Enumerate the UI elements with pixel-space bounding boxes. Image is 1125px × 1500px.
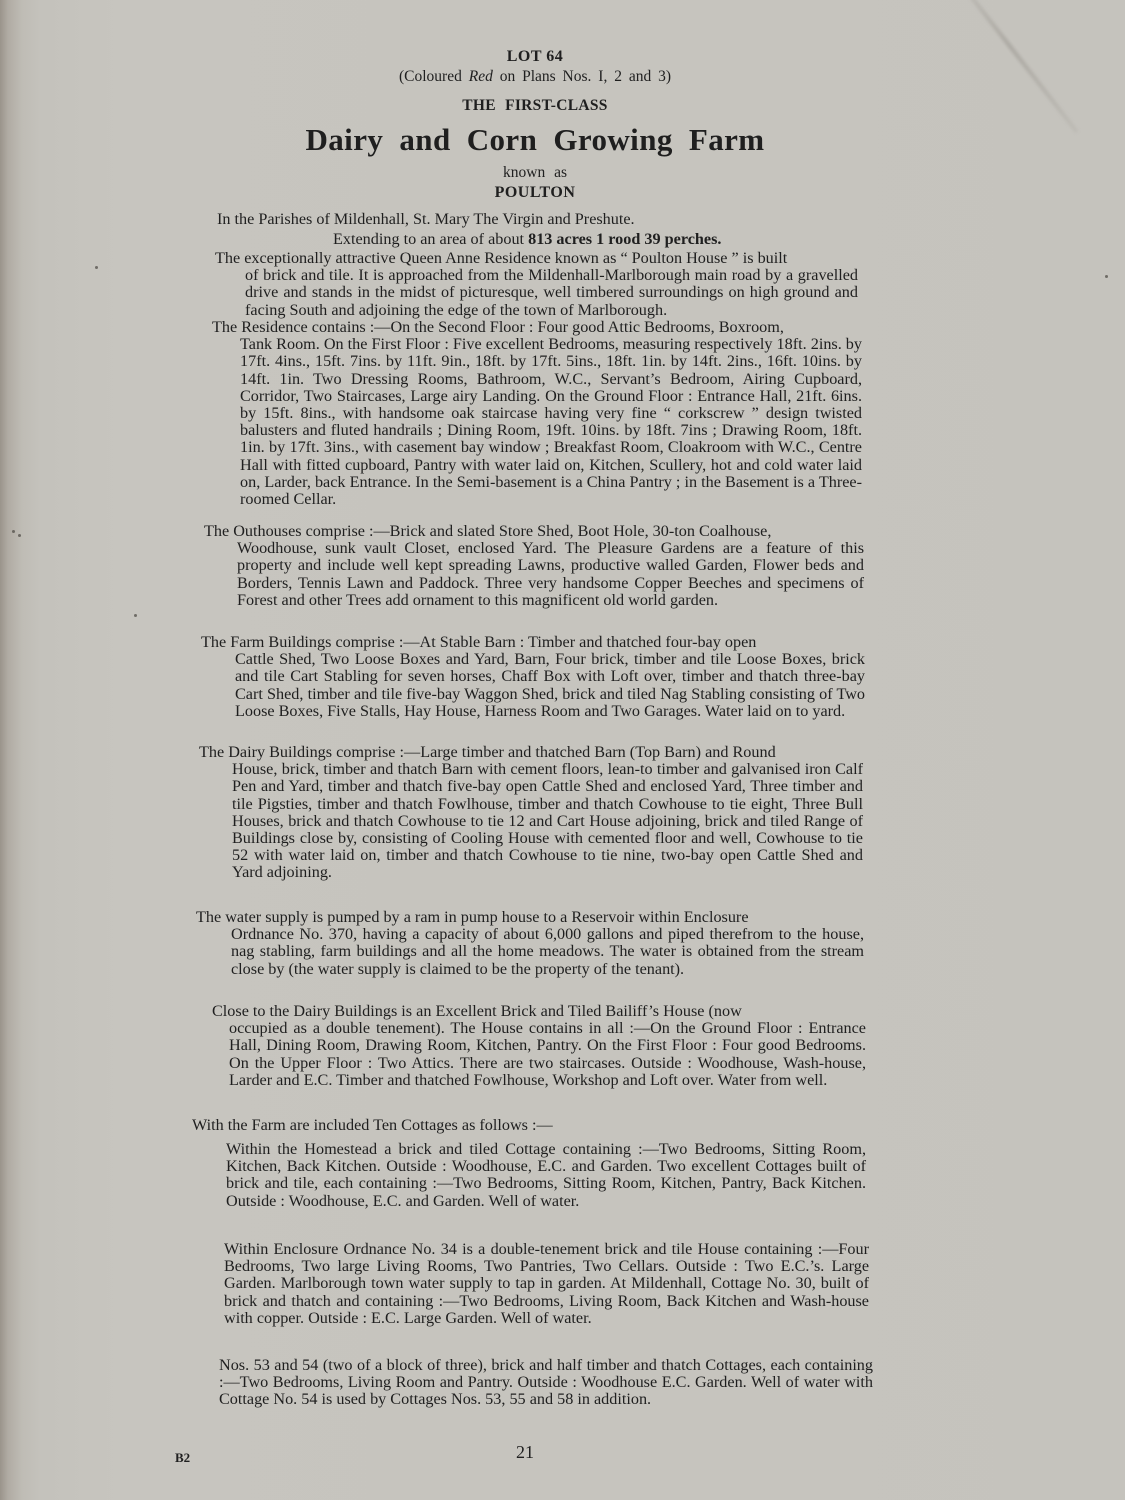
scan-speck [1105,275,1108,278]
scan-speck [12,530,15,533]
parishes-line: In the Parishes of Mildenhall, St. Mary The Virgin and Preshute. [217,210,635,228]
known-as-label: known as [503,164,567,181]
paragraph-outhouses [204,523,864,609]
cottage-description: Nos. 53 and 54 (two of a block of three), brick and half timber and thatch Cottages, each containing :—Two Bedrooms, Living Room and Pantry. Outside : Woodhouse E.C. Garden. Well of water with Cottage No. 54 is used by Cottages Nos. 53, 55 and 58 in addition. [219,1356,873,1409]
area-value: 813 acres 1 rood 39 perches. [528,230,722,248]
cottage-item-enclosure-34 [224,1241,869,1327]
paragraph-first-line: The Outhouses comprise :—Brick and slated Store Shed, Boot Hole, 30-ton Coalhouse, [204,522,772,540]
cottages-intro: With the Farm are included Ten Cottages as follows :— [192,1116,553,1134]
subtitle: THE FIRST-CLASS [462,97,608,114]
property-name: POULTON [494,184,576,201]
cottage-description: Within Enclosure Ordnance No. 34 is a double-tenement brick and tile House containing :—Four Bedrooms, Two large Living Rooms, Two Pantries, Two Cellars. Outside : Two E.C.’s. Large Garden. Marlborough town water supply to tap in garden. At Mildenhall, Cottage No. 30, built of brick and thatch and containing :—Two Bedrooms, Living Room, Back Kitchen and Wash-house with copper. Outside : E.C. Large Garden. Well of water. [224,1240,869,1327]
paragraph-dairy-buildings [199,744,863,882]
paragraph-body: Woodhouse, sunk vault Closet, enclosed Yard. The Pleasure Gardens are a feature of this property and include well kept spreading Lawns, productive walled Garden, Flower beds and Borders, Tennis Lawn and Paddock. Three very handsome Copper Beeches and specimens of Forest and other Trees add ornament to this magnificent old world garden. [237,539,864,609]
lot-number: LOT 64 [506,48,564,65]
scan-speck [95,266,98,269]
cottage-item-nos-53-54 [219,1357,873,1409]
plan-note [0,68,1070,86]
cottage-description: Within the Homestead a brick and tiled Cottage containing :—Two Bedrooms, Sitting Room, Kitchen, Back Kitchen. Outside : Woodhouse, E.C. and Garden. Two excellent Cottages built of brick and tile, each containing :—Two Bedrooms, Sitting Room, Kitchen, Pantry, Back Kitchen. Outside : Woodhouse, E.C. and Garden. Well of water. [226,1140,866,1210]
paragraph-residence-intro [215,250,858,319]
paragraph-first-line: Close to the Dairy Buildings is an Excellent Brick and Tiled Bailiff’s House (now [212,1002,742,1020]
paragraph-residence-contains [212,319,862,508]
paragraph-first-line: The exceptionally attractive Queen Anne Residence known as “ Poulton House ” is built [215,249,788,267]
page-title: Dairy and Corn Growing Farm [305,122,765,157]
scan-speck [134,614,137,617]
page-number: 21 [516,1442,534,1462]
paragraph-body: Tank Room. On the First Floor : Five excellent Bedrooms, measuring respectively 18ft. 2ins. by 17ft. 4ins., 15ft. 7ins. by 11ft. 9in., 18ft. by 17ft. 5ins., 18ft. 1in. by 14ft. 2ins., 16ft. 10ins. by 14ft. 1in. Two Dressing Rooms, Bathroom, W.C., Servant’s Bedroom, Airing Cupboard, Corridor, Two Staircases, Large airy Landing. On the Ground Floor : Entrance Hall, 21ft. 6ins. by 15ft. 8ins., with handsome oak staircase having very fine “ corkscrew ” design twisted balusters and fluted handrails ; Dining Room, 19ft. 10ins. by 18ft. 7ins ; Drawing Room, 18ft. 1in. by 17ft. 3ins., with casement bay window ; Breakfast Room, Cloakroom with W.C., Centre Hall with fitted cupboard, Pantry with water laid on, Kitchen, Scullery, hot and cold water laid on, Larder, back Entrance. In the Semi-basement is a China Pantry ; in the Basement is a Three-roomed Cellar. [240,335,862,509]
paragraph-bailiffs-house [212,1003,866,1089]
paragraph-body: Ordnance No. 370, having a capacity of about 6,000 gallons and piped therefrom to the house, nag stabling, farm buildings and all the home meadows. The water is obtained from the stream close by (the water supply is claimed to be the property of the tenant). [231,925,864,978]
area-prefix: Extending to an area of about [333,230,529,248]
scan-speck [18,534,21,537]
cottage-item-homestead [226,1141,866,1210]
signature-mark: B2 [175,1450,191,1465]
paragraph-body: Cattle Shed, Two Loose Boxes and Yard, Barn, Four brick, timber and tile Loose Boxes, brick and tile Cart Stabling for seven horses, Chaff Box with Loft over, timber and thatch three-bay Cart Shed, timber and tile five-bay Waggon Shed, brick and tiled Nag Stabling consisting of Two Loose Boxes, Five Stalls, Hay House, Harness Room and Two Garages. Water laid on to yard. [235,650,865,720]
paragraph-body: House, brick, timber and thatch Barn with cement floors, lean-to timber and galvanised iron Calf Pen and Yard, timber and thatch five-bay open Cattle Shed and enclosed Yard, Three timber and tile Pigsties, timber and thatch Fowlhouse, timber and thatch Cowhouse to tie eight, Three Bull Houses, brick and thatch Cowhouse to tie 12 and Cart House adjoining, brick and tiled Range of Buildings close by, consisting of Cooling House with cemented floor and well, Cowhouse to tie 52 with water laid on, timber and thatch Cowhouse to tie nine, two-bay open Cattle Shed and Yard adjoining. [232,760,863,882]
paragraph-first-line: The water supply is pumped by a ram in pump house to a Reservoir within Enclosure [196,908,749,926]
area-line [333,231,721,248]
paragraph-first-line: The Farm Buildings comprise :—At Stable Barn : Timber and thatched four-bay open [201,633,757,651]
plan-note-prefix: (Coloured [399,68,469,85]
plan-note-colour: Red [468,68,493,85]
paragraph-water-supply [196,909,864,978]
paragraph-body: occupied as a double tenement). The House contains in all :—On the Ground Floor : Entrance Hall, Dining Room, Drawing Room, Kitchen, Pantry. On the First Floor : Four good Bedrooms. On the Upper Floor : Two Attics. There are two staircases. Outside : Woodhouse, Wash-house, Larder and E.C. Timber and thatched Fowlhouse, Workshop and Loft over. Water from well. [229,1019,866,1089]
paragraph-first-line: The Residence contains :—On the Second Floor : Four good Attic Bedrooms, Boxroom, [212,318,784,336]
plan-note-suffix: on Plans Nos. I, 2 and 3) [492,68,671,85]
paragraph-first-line: The Dairy Buildings comprise :—Large timber and thatched Barn (Top Barn) and Round [199,743,776,761]
paragraph-body: of brick and tile. It is approached from the Mildenhall-Marlborough main road by a gravelled drive and stands in the midst of picturesque, well timbered surroundings on high ground and facing South and adjoining the edge of the town of Marlborough. [245,266,858,319]
paragraph-farm-buildings [201,634,865,720]
